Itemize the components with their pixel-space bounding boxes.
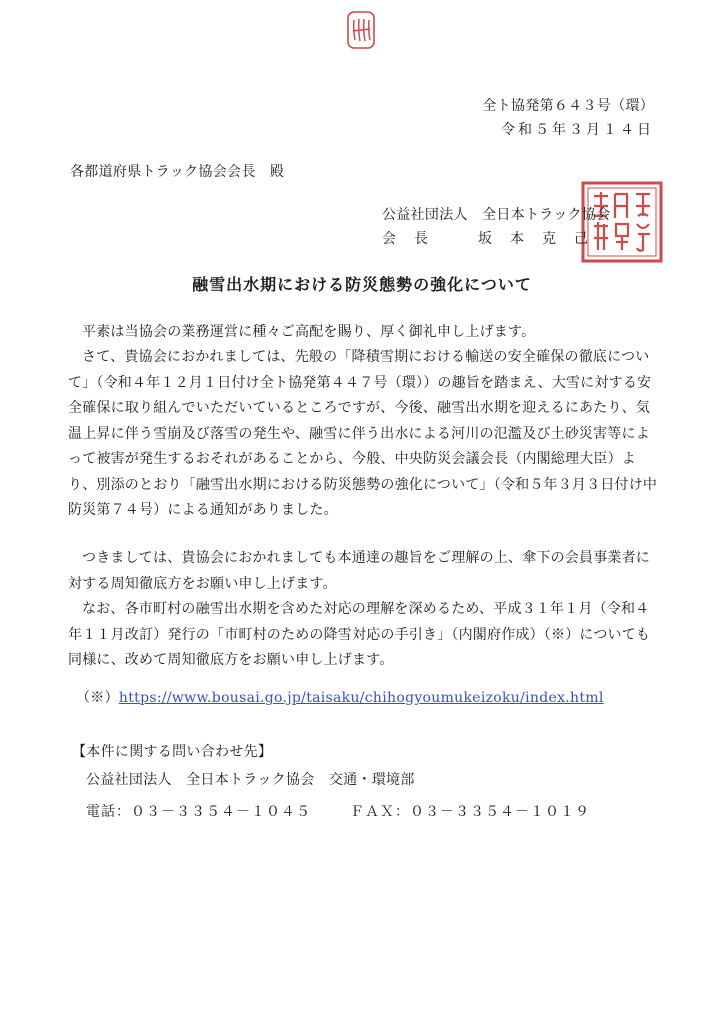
seal-stamp-icon	[346, 10, 376, 50]
body-paragraph-2: さて、貴協会におかれましては、先般の「降積雪期における輸送の安全確保の徹底について」（令和４年１２月１日付け全ト協発第４４７号（環））の趣旨を踏まえ、大雪に対する安全確保に取り組んでいただいているところですが、今後、融雪出水期を迎えるにあたり、気温上昇に伴う雪崩及び落雪の発生や、融雪に伴う出水による河川の氾濫及び土砂災害等によって被害が発生するおそれがあることから、今般、中央防災会議会長（内閣総理大臣）より、別添のとおり「融雪出水期における防災態勢の強化について」（令和５年３月３日付け中防災第７４号）による通知がありました。	[68, 349, 658, 518]
contact-heading: 【本件に関する問い合わせ先】	[72, 744, 273, 760]
body-paragraph-4: なお、各市町村の融雪出水期を含めた対応の理解を深めるため、平成３１年１月（令和４年１１月改訂）発行の「市町村のための降雪対応の手引き」（内閣府作成）（※）についても同様に、改めて周知徹底方をお願い申し上げます。	[68, 601, 651, 668]
addressee: 各都道府県トラック協会会長 殿	[70, 164, 285, 180]
body-paragraph-1: 平素は当協会の業務運営に種々ご高配を賜り、厚く御礼申し上げます。	[82, 324, 536, 340]
contact-phone: 電話：０３－３３５４－１０４５	[86, 804, 311, 820]
sender-organization: 公益社団法人 全日本トラック協会	[382, 207, 611, 223]
sender-title: 会 長	[382, 231, 430, 247]
document-title: 融雪出水期における防災態勢の強化について	[192, 275, 532, 294]
contact-fax: ＦＡＸ：０３－３３５４－１０１９	[350, 804, 590, 820]
reference-note	[76, 688, 604, 708]
reference-link[interactable]: https://www.bousai.go.jp/taisaku/chihogyoumukeizoku/index.html	[118, 690, 604, 706]
document-date: 令和５年３月１４日	[501, 122, 654, 138]
body-paragraph-3: つきましては、貴協会におかれましても本通達の趣旨をご理解の上、傘下の会員事業者に対する周知徹底方をお願い申し上げます。	[68, 550, 650, 592]
sender-name: 坂 本 克 己	[478, 231, 590, 247]
document-number: 全ト協発第６４３号（環）	[482, 98, 654, 114]
note-mark: （※）	[76, 690, 119, 706]
contact-organization: 公益社団法人 全日本トラック協会 交通・環境部	[86, 772, 415, 788]
